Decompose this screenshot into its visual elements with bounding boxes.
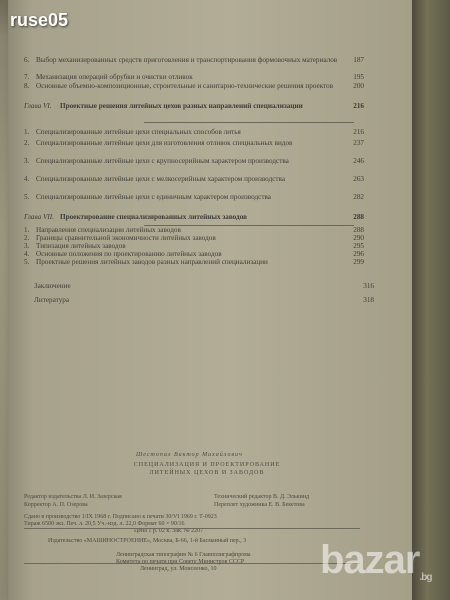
toc-row: 4. Специализированные литейные цехи с мелкосерийным характером производства 263 xyxy=(24,175,364,183)
print-line-2: Тираж 6500 экз. Печ. л. 20,5 Уч.-изд. л. 22,0 Формат 60 × 90/16 xyxy=(24,521,185,527)
publisher: Издательство «МАШИНОСТРОЕНИЕ», Москва, Б-66, 1-й Басманный пер., 3 xyxy=(48,538,247,544)
toc-row: Заключение 316 xyxy=(34,282,374,290)
divider xyxy=(144,122,354,123)
book-title-line2: ЛИТЕЙНЫХ ЦЕХОВ И ЗАВОДОВ xyxy=(149,470,265,476)
printer-line-3: Ленинград, ул. Моисеенко, 10 xyxy=(140,566,217,572)
editor-right: Технический редактор В. Д. Элькинд xyxy=(214,494,310,500)
toc-row: 2. Границы сравнительной экономичности литейных заводов 290 xyxy=(24,234,364,242)
book-edge xyxy=(412,0,450,600)
toc-row: 2. Специализированные литейные цехи для изготовления отливок специальных видов 237 xyxy=(24,139,364,147)
toc-row: 6. Выбор механизированных средств приготовления и транспортирования формовочных материалов 187 xyxy=(24,56,364,64)
toc-row: 5. Проектные решения литейных заводов разных направлений специализации 299 xyxy=(24,258,364,266)
toc-chapter: Глава VII. Проектирование специализированных литейных заводов 288 xyxy=(24,213,364,221)
corrector: Корректор А. П. Озерова xyxy=(24,502,88,508)
toc-row: 7. Механизация операций обрубки и очистки отливок 195 xyxy=(24,73,364,81)
printer-line-2: Комитета по печати при Совете Министров СССР xyxy=(116,559,245,565)
toc-chapter: Глава VI. Проектные решения литейных цехов разных направлений специализации 216 xyxy=(24,102,364,110)
author-name: Шестопал Виктор Михайлович xyxy=(136,452,243,458)
book-title-line1: СПЕЦИАЛИЗАЦИЯ И ПРОЕКТИРОВАНИЕ xyxy=(133,462,281,468)
toc-row: 3. Типизация литейных заводов 295 xyxy=(24,242,364,250)
toc-row: 5. Специализированные литейные цехи с единичным характером производства 282 xyxy=(24,193,364,201)
toc-row: 8. Основные объемно-композиционные, строительные и санитарно-технические решения проектов 200 xyxy=(24,82,364,90)
editor-left: Редактор издательства Л. И. Зазерская xyxy=(24,494,122,500)
watermark-text: ruse05 xyxy=(10,10,69,30)
toc-row: 1. Направления специализации литейных заводов 288 xyxy=(24,226,364,234)
print-line-3: Цена 1 р. 02 к. Зак. № 2207 xyxy=(134,528,204,534)
printer-line-1: Ленинградская типография № 6 Главполиграфпрома xyxy=(116,552,251,558)
toc-row: Литература 318 xyxy=(34,296,374,304)
bazar-logo: bazar.bg xyxy=(320,538,432,583)
print-line-1: Сдано в производство 1/IX 1968 г. Подписано к печати 30/VI 1969 г. Т-0923 xyxy=(24,514,217,520)
toc-row: 3. Специализированные литейные цехи с крупносерийным характером производства 246 xyxy=(24,157,364,165)
toc-row: 4. Основные положения по проектированию литейных заводов 296 xyxy=(24,250,364,258)
cover-artist: Переплет художника Е. В. Бекетова xyxy=(214,502,305,508)
toc-row: 1. Специализированные литейные цехи специальных способов литья 216 xyxy=(24,128,364,136)
